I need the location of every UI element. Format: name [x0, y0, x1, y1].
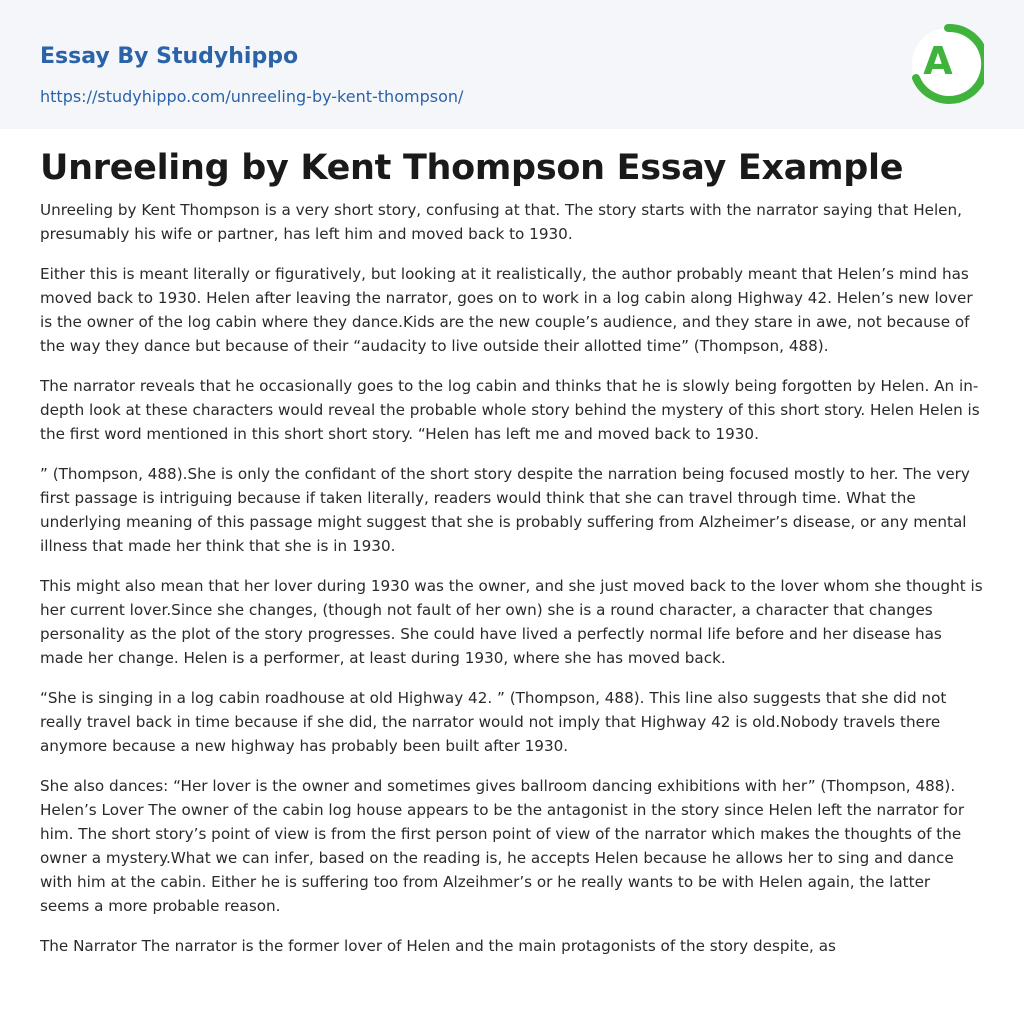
- site-header: [0, 0, 1024, 129]
- logo-letter: A: [923, 39, 953, 83]
- article-paragraph: ” (Thompson, 488).She is only the confidant of the short story despite the narration being focused mostly to her. The very first passage is intriguing because if taken literally, readers would think that she can travel through time. What the underlying meaning of this passage might suggest that she is probably suffering from Alzheimer’s disease, or any mental illness that made her think that she is in 1930.: [40, 465, 970, 555]
- article-title: Unreeling by Kent Thompson Essay Example: [40, 148, 904, 188]
- article-paragraph: Unreeling by Kent Thompson is a very short story, confusing at that. The story starts with the narrator saying that Helen, presumably his wife or partner, has left him and moved back to 1930.: [40, 201, 962, 243]
- article-paragraph: She also dances: “Her lover is the owner and sometimes gives ballroom dancing exhibitions with her” (Thompson, 488). Helen’s Lover The owner of the cabin log house appears to be the antagonist in the story since Helen left the narrator for him. The short story’s point of view is from the first person point of view of the narrator which makes the thoughts of the owner a mystery.What we can infer, based on the reading is, he accepts Helen because he allows her to sing and dance with him at the cabin. Either he is suffering too from Alzeihmer’s or he really wants to be with Helen again, the latter seems a more probable reason.: [40, 777, 965, 915]
- article-paragraph: Either this is meant literally or figuratively, but looking at it realistically, the author probably meant that Helen’s mind has moved back to 1930. Helen after leaving the narrator, goes on to work in a log cabin along Highway 42. Helen’s new lover is the owner of the log cabin where they dance.Kids are the new couple’s audience, and they stare in awe, not because of the way they dance but because of their “audacity to live outside their allotted time” (Thompson, 488).: [40, 265, 973, 355]
- article-paragraph: “She is singing in a log cabin roadhouse at old Highway 42. ” (Thompson, 488). This line also suggests that she did not really travel back in time because if she did, the narrator would not imply that Highway 42 is old.Nobody travels there anymore because a new highway has probably been built after 1930.: [40, 689, 947, 755]
- article-paragraph: The narrator reveals that he occasionally goes to the log cabin and thinks that he is slowly being forgotten by Helen. An in-depth look at these characters would reveal the probable whole story behind the mystery of this short story. Helen Helen is the first word mentioned in this short short story. “Helen has left me and moved back to 1930.: [40, 377, 980, 443]
- article-paragraph: This might also mean that her lover during 1930 was the owner, and she just moved back to the lover whom she thought is her current lover.Since she changes, (though not fault of her own) she is a round character, a character that changes personality as the plot of the story progresses. She could have lived a perfectly normal life before and her disease has made her change. Helen is a performer, at least during 1930, where she has moved back.: [40, 577, 983, 667]
- article-url-link[interactable]: https://studyhippo.com/unreeling-by-kent-thompson/: [40, 87, 464, 106]
- site-brand[interactable]: Essay By Studyhippo: [40, 44, 299, 69]
- article: [0, 129, 1024, 958]
- article-paragraph: The Narrator The narrator is the former lover of Helen and the main protagonists of the story despite, as: [40, 937, 836, 955]
- studyhippo-logo-icon[interactable]: [912, 20, 984, 108]
